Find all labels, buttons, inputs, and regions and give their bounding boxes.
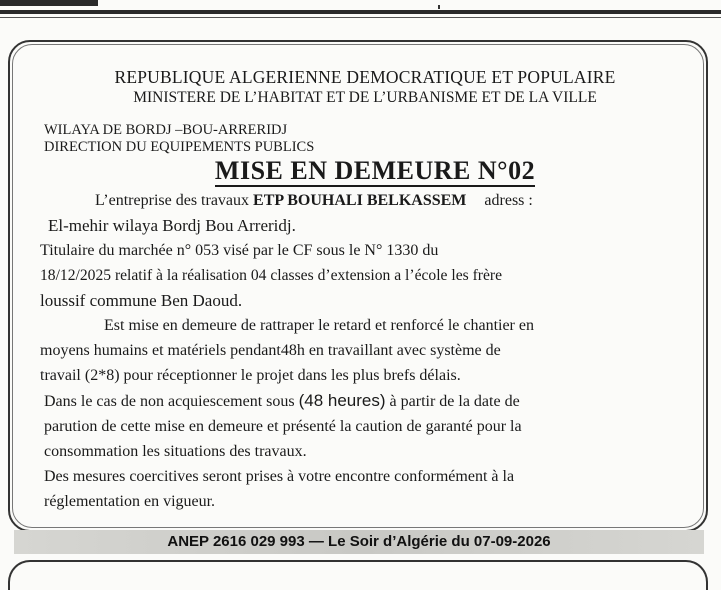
ministry-heading: MINISTERE DE L’HABITAT ET DE L’URBANISME ET DE LA VILLE <box>133 89 597 106</box>
paragraph-5-line-1: Des mesures coercitives seront prises à votre encontre conformément à la <box>44 468 515 485</box>
top-corner-block <box>0 0 98 6</box>
paragraph-2-line-1: Titulaire du marchée n° 053 visé par le CF sous le N° 1330 du <box>40 242 439 259</box>
p1-suffix: adress : <box>484 192 533 209</box>
p1-intro: L’entreprise des travaux <box>95 192 254 209</box>
paragraph-3-line-1: Est mise en demeure de rattraper le retard et renforcé le chantier en <box>104 317 534 334</box>
paragraph-2-line-2: 18/12/2025 relatif à la réalisation 04 classes d’extension a l’école les frère <box>40 267 503 284</box>
top-rule <box>0 10 721 14</box>
publication-reference: ANEP 2616 029 993 — Le Soir d’Algérie du 07-09-2026 <box>14 530 704 554</box>
top-tick-mark <box>438 5 440 9</box>
paragraph-3-line-2: moyens humains et matériels pendant48h en travaillant avec système de <box>40 342 501 359</box>
paragraph-2-line-3: loussif commune Ben Daoud. <box>40 291 243 310</box>
top-rule-thin <box>0 17 721 18</box>
notice-content <box>40 66 690 514</box>
notice-title <box>60 156 690 186</box>
notice-title-text: MISE EN DEMEURE N°02 <box>214 156 536 185</box>
republic-heading: REPUBLIQUE ALGERIENNE DEMOCRATIQUE ET POPULAIRE <box>114 67 616 87</box>
paragraph-3-line-3: travail (2*8) pour réceptionner le projet dans les plus brefs délais. <box>40 367 461 384</box>
p4-part-c: à partir de la date de <box>385 393 520 410</box>
paragraph-1-line-1 <box>40 188 690 213</box>
paragraph-4-line-3: consommation les situations des travaux. <box>44 443 307 460</box>
paragraph-5-line-2: réglementation en vigueur. <box>44 493 216 510</box>
paragraph-1-line-2: El-mehir wilaya Bordj Bou Arreridj. <box>48 216 296 235</box>
p4-hours: (48 heures) <box>298 391 386 410</box>
paragraph-4-line-1 <box>40 388 690 414</box>
notice-body <box>40 188 690 514</box>
wilaya-line: WILAYA DE BORDJ –BOU-ARRERIDJ <box>44 122 288 138</box>
company-name: ETP BOUHALI BELKASSEM <box>253 192 467 209</box>
next-notice-frame <box>8 560 708 590</box>
p4-part-a: Dans le cas de non acquiescement sous <box>44 393 299 410</box>
paragraph-4-line-2: parution de cette mise en demeure et présenté la caution de garanté pour la <box>44 418 522 435</box>
direction-line: DIRECTION DU EQUIPEMENTS PUBLICS <box>44 139 315 155</box>
